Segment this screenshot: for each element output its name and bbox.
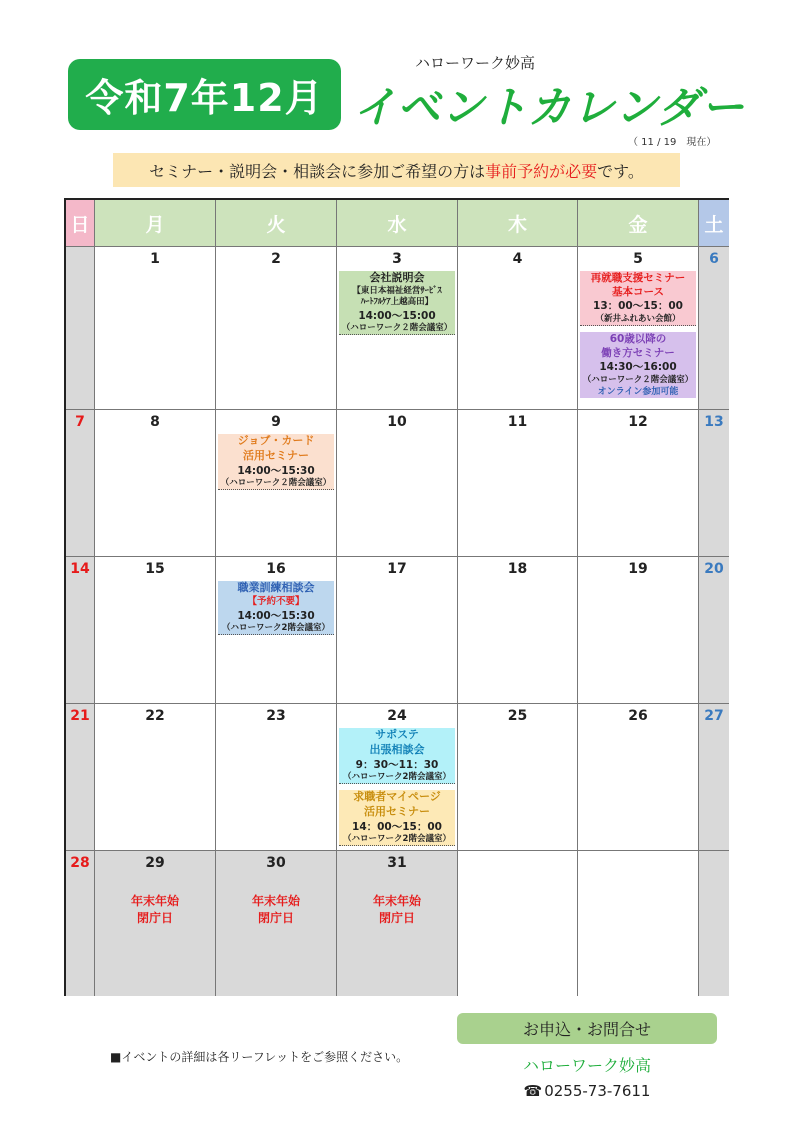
closed-day-label [95, 893, 215, 927]
day-cell-15 [95, 557, 216, 704]
day-number: 22 [145, 708, 165, 724]
event-place: （ハローワーク２階会議室） [220, 477, 332, 488]
event-mypage-seminar[interactable] [339, 790, 455, 846]
day-cell-13 [699, 410, 729, 557]
weekday-header-wed: 水 [337, 200, 458, 247]
event-subtitle: 働き方セミナー [601, 347, 675, 360]
event-place: （ハローワーク2階会議室） [343, 771, 451, 782]
weekday-header-tue: 火 [216, 200, 337, 247]
event-time: 14:00～15:30 [237, 609, 315, 622]
event-no-reservation: 【予約不要】 [247, 595, 305, 607]
day-cell-31 [337, 851, 458, 996]
closed-line1: 年末年始 [372, 894, 421, 908]
notice-text-3: です。 [597, 161, 644, 181]
day-cell-25 [458, 704, 578, 851]
event-time: 14:00～15:00 [358, 309, 436, 322]
day-number: 25 [507, 708, 528, 724]
notice-text-1: セミナー・説明会・相談会に参加ご希望の方は [149, 161, 486, 181]
closed-line1: 年末年始 [130, 894, 179, 908]
weekday-header-fri: 金 [578, 200, 699, 247]
phone-number: 0255-73-7611 [544, 1082, 651, 1100]
contact-phone[interactable] [457, 1082, 717, 1100]
day-cell-16 [216, 557, 337, 704]
event-over60-seminar[interactable] [580, 332, 696, 398]
day-number: 27 [704, 708, 724, 724]
day-number: 8 [150, 414, 160, 430]
event-time: 14:00～15:30 [237, 464, 315, 477]
day-cell-27 [699, 704, 729, 851]
day-cell-21 [66, 704, 95, 851]
day-cell-2 [216, 247, 337, 410]
day-cell-4 [458, 247, 578, 410]
event-title: ジョブ・カード [237, 434, 315, 447]
day-cell-19 [578, 557, 699, 704]
day-cell-empty [578, 851, 699, 996]
org-name-top: ハローワーク妙高 [415, 54, 536, 72]
event-title: 職業訓練相談会 [237, 581, 315, 594]
event-subtitle: 基本コース [612, 286, 664, 299]
day-cell-6 [699, 247, 729, 410]
day-cell-3 [337, 247, 458, 410]
event-company: 【東日本福祉経営ｻｰﾋﾞｽ [352, 285, 442, 296]
day-cell-22 [95, 704, 216, 851]
day-number: 10 [387, 414, 407, 430]
event-company-branch: ﾊｰﾄﾌﾙｹｱ上越高田】 [360, 297, 434, 308]
event-place: （ハローワーク2階会議室） [222, 622, 330, 633]
day-cell-18 [458, 557, 578, 704]
day-number: 28 [70, 855, 90, 871]
closed-line2: 閉庁日 [136, 910, 173, 925]
event-place: （ハローワーク２階会議室） [341, 322, 453, 333]
day-cell-1 [95, 247, 216, 410]
day-number: 30 [266, 855, 286, 871]
month-title-badge: 令和7年12月 [68, 59, 341, 130]
day-number: 31 [387, 855, 407, 871]
closed-day-label [337, 893, 457, 927]
phone-icon: ☎ [523, 1082, 543, 1100]
day-cell-11 [458, 410, 578, 557]
reservation-notice [113, 153, 680, 187]
contact-org: ハローワーク妙高 [522, 1056, 651, 1075]
day-number: 7 [75, 414, 85, 430]
notice-text-required: 事前予約が必要 [485, 161, 598, 181]
event-time: 9：30～11：30 [355, 758, 439, 771]
event-calendar [64, 198, 729, 996]
day-cell-empty [66, 247, 95, 410]
event-time: 14:30～16:00 [599, 361, 677, 374]
day-number: 3 [392, 251, 402, 267]
event-subtitle: 活用セミナー [243, 448, 309, 462]
event-training-consultation[interactable] [218, 581, 334, 635]
day-cell-7 [66, 410, 95, 557]
closed-line2: 閉庁日 [257, 910, 294, 925]
event-place: （新井ふれあい会館） [595, 313, 681, 324]
event-title: 60歳以降の [609, 333, 667, 345]
day-number: 18 [507, 561, 528, 577]
day-number: 4 [512, 251, 523, 267]
weekday-header-mon: 月 [95, 200, 216, 247]
day-cell-23 [216, 704, 337, 851]
day-cell-12 [578, 410, 699, 557]
event-title: 再就職支援セミナー [590, 272, 686, 284]
day-number: 29 [145, 855, 165, 871]
day-number: 17 [387, 561, 407, 577]
closed-line2: 閉庁日 [378, 910, 415, 925]
closed-line1: 年末年始 [251, 894, 300, 908]
event-time: 14：00～15：00 [352, 820, 442, 833]
day-number: 24 [387, 708, 407, 724]
event-jobcard-seminar[interactable] [218, 434, 334, 490]
day-number: 26 [628, 708, 648, 724]
weekday-header-sun: 日 [66, 200, 95, 247]
leaflet-note: ■イベントの詳細は各リーフレットをご参照ください。 [110, 1050, 409, 1064]
event-subtitle: 活用セミナー [364, 804, 430, 818]
event-online-note: オンライン参加可能 [597, 386, 679, 397]
page-title: イベントカレンダー [353, 83, 745, 133]
day-cell-30 [216, 851, 337, 996]
event-place: （ハローワーク2階会議室） [343, 833, 451, 844]
event-company-briefing[interactable] [339, 271, 455, 335]
day-cell-14 [66, 557, 95, 704]
day-cell-26 [578, 704, 699, 851]
event-title: 求職者マイページ [353, 790, 441, 803]
event-place: （ハローワーク２階会議室） [582, 374, 694, 385]
day-cell-20 [699, 557, 729, 704]
event-time: 13：00～15：00 [593, 300, 683, 313]
day-number: 9 [271, 414, 281, 430]
as-of-date: （ 11 / 19 現在） [628, 137, 717, 148]
weekday-header-sat: 土 [699, 200, 729, 247]
weekday-header-thu: 木 [458, 200, 578, 247]
event-reemployment-seminar[interactable] [580, 271, 696, 326]
day-number: 23 [266, 708, 286, 724]
day-number: 15 [145, 561, 165, 577]
day-cell-empty [699, 851, 729, 996]
day-number: 19 [628, 561, 648, 577]
day-cell-8 [95, 410, 216, 557]
day-number: 5 [633, 251, 643, 267]
day-cell-10 [337, 410, 458, 557]
day-cell-24 [337, 704, 458, 851]
day-number: 13 [704, 414, 724, 430]
day-cell-5 [578, 247, 699, 410]
day-number: 1 [150, 251, 160, 267]
day-cell-28 [66, 851, 95, 996]
day-number: 2 [271, 251, 281, 267]
day-cell-17 [337, 557, 458, 704]
closed-day-label [216, 893, 336, 927]
day-number: 16 [266, 561, 286, 577]
event-subtitle: 出張相談会 [369, 742, 425, 756]
event-title: サポステ [375, 728, 419, 741]
contact-label: お申込・お問合せ [457, 1013, 717, 1044]
day-number: 11 [507, 414, 528, 430]
day-number: 20 [704, 561, 724, 577]
day-number: 14 [70, 561, 90, 577]
day-number: 12 [628, 414, 648, 430]
day-number: 21 [70, 708, 90, 724]
day-cell-29 [95, 851, 216, 996]
event-title: 会社説明会 [369, 271, 425, 284]
day-cell-9 [216, 410, 337, 557]
day-number: 6 [709, 251, 719, 267]
day-cell-empty [458, 851, 578, 996]
event-saposute-consultation[interactable] [339, 728, 455, 784]
